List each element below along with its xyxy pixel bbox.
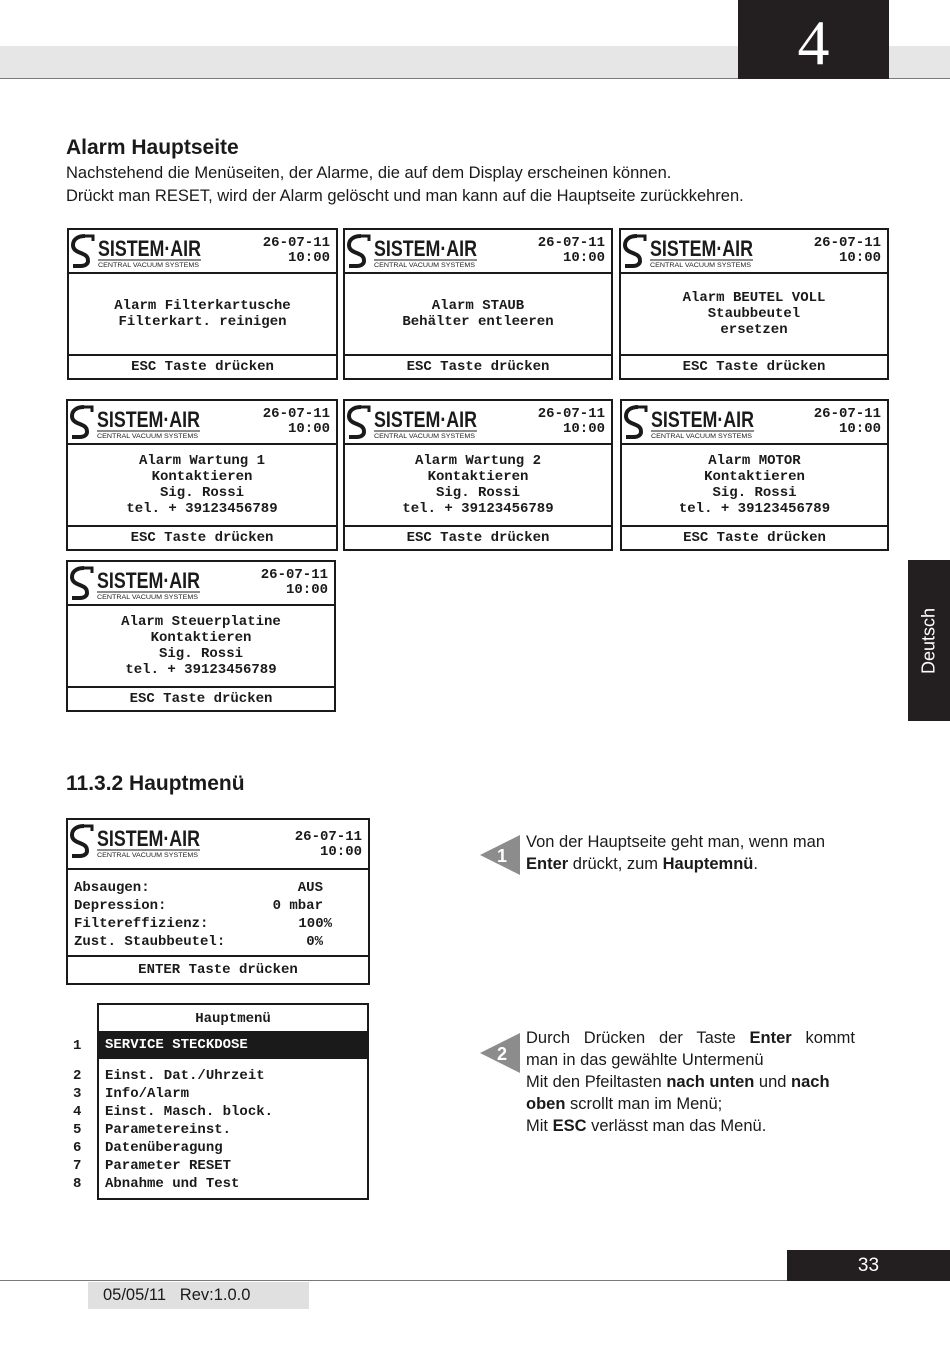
section-title-main-menu: 11.3.2 Hauptmenü xyxy=(66,772,245,795)
alarm-screen-header xyxy=(345,230,611,274)
status-value: 100% xyxy=(298,916,332,932)
sistemair-logo xyxy=(623,233,755,269)
sistemair-logo-graphic xyxy=(70,823,202,859)
status-value: 0 mbar xyxy=(272,898,323,914)
screen-date: 26-07-11 xyxy=(537,406,605,422)
svg-text:CENTRAL VACUUM SYSTEMS: CENTRAL VACUUM SYSTEMS xyxy=(374,433,475,440)
intro-line-2: Drückt man RESET, wird der Alarm gelöscht und man kann auf die Hauptseite zurückkehren. xyxy=(66,187,744,205)
esc-hint: ESC Taste drücken xyxy=(131,359,274,375)
menu-number: 2 xyxy=(73,1068,82,1084)
screen-date: 26-07-11 xyxy=(294,829,362,845)
svg-text:SISTEM·AIR: SISTEM·AIR xyxy=(374,236,478,261)
section-title-alarm: Alarm Hauptseite xyxy=(66,136,239,159)
step-1-line-1: Von der Hauptseite geht man, wenn man xyxy=(526,833,826,851)
intro-line-1: Nachstehend die Menüseiten, der Alarme, die auf dem Display erscheinen können. xyxy=(66,164,672,182)
status-row xyxy=(68,880,368,898)
esc-hint: ESC Taste drücken xyxy=(683,530,826,546)
step-1-number: 1 xyxy=(496,846,508,866)
menu-number: 1 xyxy=(73,1038,82,1054)
alarm-message-line: Kontaktieren xyxy=(151,469,253,485)
alarm-screen-header xyxy=(345,401,611,445)
sistemair-logo xyxy=(70,565,202,601)
sistemair-logo-graphic xyxy=(70,565,202,601)
status-row xyxy=(68,916,368,934)
alarm-message-line: Sig. Rossi xyxy=(435,485,520,501)
menu-number: 7 xyxy=(73,1158,82,1174)
status-label: Depression: xyxy=(74,898,167,914)
sistemair-logo-graphic xyxy=(71,233,203,269)
alarm-screen xyxy=(620,399,889,551)
alarm-message-line: Alarm BEUTEL VOLL xyxy=(682,290,826,306)
menu-item[interactable]: Einst. Dat./Uhrzeit xyxy=(105,1068,265,1084)
alarm-screen-header xyxy=(69,230,336,274)
language-label: Deutsch xyxy=(918,607,939,674)
alarm-message-line: tel. + 39123456789 xyxy=(678,501,831,517)
alarm-screen-datetime xyxy=(263,407,330,437)
menu-item[interactable]: Parameter RESET xyxy=(105,1158,232,1174)
alarm-message-line: Staubbeutel xyxy=(707,306,801,322)
enter-hint: ENTER Taste drücken xyxy=(138,962,298,978)
screen-time: 10:00 xyxy=(838,421,881,437)
svg-text:CENTRAL VACUUM SYSTEMS: CENTRAL VACUUM SYSTEMS xyxy=(374,262,475,269)
alarm-message-line: Alarm Wartung 2 xyxy=(414,453,542,469)
screen-time: 10:00 xyxy=(287,250,330,266)
screen-time: 10:00 xyxy=(562,421,605,437)
alarm-message xyxy=(621,274,887,356)
svg-text:SISTEM·AIR: SISTEM·AIR xyxy=(651,407,755,432)
status-row xyxy=(68,934,368,952)
alarm-message-line: Kontaktieren xyxy=(427,469,529,485)
esc-hint: ESC Taste drücken xyxy=(406,359,550,375)
revision-number: Rev:1.0.0 xyxy=(179,1286,251,1304)
sistemair-logo xyxy=(624,404,756,440)
alarm-screen-header xyxy=(622,401,887,445)
alarm-message-line: Alarm Steuerplatine xyxy=(121,614,281,630)
svg-text:CENTRAL VACUUM SYSTEMS: CENTRAL VACUUM SYSTEMS xyxy=(97,433,198,440)
language-tab xyxy=(908,560,950,721)
screen-date: 26-07-11 xyxy=(813,235,881,251)
menu-title: Hauptmenü xyxy=(195,1011,271,1027)
sistemair-logo xyxy=(71,233,203,269)
alarm-message-line: tel. + 39123456789 xyxy=(125,662,277,678)
alarm-message xyxy=(345,274,611,356)
sistemair-logo-graphic xyxy=(624,404,756,440)
alarm-message-line: Filterkart. reinigen xyxy=(118,314,287,330)
alarm-message-line: ersetzen xyxy=(720,322,788,338)
main-screen-status xyxy=(68,870,368,957)
alarm-screen-datetime xyxy=(538,236,605,266)
step-2-number: 2 xyxy=(496,1044,508,1064)
svg-text:CENTRAL VACUUM SYSTEMS: CENTRAL VACUUM SYSTEMS xyxy=(650,262,751,269)
step-1-text xyxy=(526,831,855,875)
step-2-line-4: oben scrollt man im Menü; xyxy=(526,1095,723,1113)
menu-item[interactable]: Parametereinst. xyxy=(105,1122,232,1138)
step-2-text xyxy=(526,1027,855,1137)
screen-time: 10:00 xyxy=(319,844,362,860)
screen-time: 10:00 xyxy=(838,250,881,266)
sistemair-logo xyxy=(347,233,479,269)
step-2-line-2: man in das gewählte Untermenü xyxy=(526,1051,764,1069)
menu-item[interactable]: Abnahme und Test xyxy=(105,1176,240,1192)
alarm-message-line: Alarm Wartung 1 xyxy=(138,453,266,469)
status-label: Zust. Staubbeutel: xyxy=(74,934,226,950)
main-screen xyxy=(66,818,370,985)
alarm-screen xyxy=(66,399,338,551)
alarm-message-line: Behälter entleeren xyxy=(402,314,554,330)
step-2-line-3: Mit den Pfeiltasten nach unten und nach xyxy=(526,1073,830,1091)
chapter-number: 4 xyxy=(797,7,830,78)
status-value: AUS xyxy=(297,880,323,896)
step-2-arrow-icon xyxy=(480,1033,520,1073)
step-2-line-5: Mit ESC verlässt man das Menü. xyxy=(526,1117,767,1135)
menu-number: 6 xyxy=(73,1140,82,1156)
svg-text:SISTEM·AIR: SISTEM·AIR xyxy=(98,236,202,261)
screen-date: 26-07-11 xyxy=(813,406,881,422)
alarm-screen xyxy=(343,228,613,380)
alarm-message-line: Kontaktieren xyxy=(150,630,252,646)
sistemair-logo xyxy=(347,404,479,440)
menu-item-label: SERVICE STECKDOSE xyxy=(105,1037,248,1053)
screen-date: 26-07-11 xyxy=(260,567,328,583)
svg-text:SISTEM·AIR: SISTEM·AIR xyxy=(97,568,201,593)
alarm-message-line: Sig. Rossi xyxy=(158,646,243,662)
menu-number: 8 xyxy=(73,1176,82,1192)
svg-text:CENTRAL VACUUM SYSTEMS: CENTRAL VACUUM SYSTEMS xyxy=(98,262,199,269)
alarm-message-line: Sig. Rossi xyxy=(712,485,797,501)
alarm-screen-datetime xyxy=(263,236,330,266)
page-number: 33 xyxy=(787,1250,950,1281)
alarm-message-line: Kontaktieren xyxy=(704,469,805,485)
revision-box xyxy=(88,1282,309,1309)
sistemair-logo-graphic xyxy=(347,404,479,440)
alarm-message xyxy=(622,445,887,527)
step-1-line-2: Enter drückt, zum Hauptemnü. xyxy=(526,855,758,873)
esc-hint: ESC Taste drücken xyxy=(682,359,826,375)
svg-text:SISTEM·AIR: SISTEM·AIR xyxy=(97,407,201,432)
alarm-screen xyxy=(67,228,338,380)
svg-text:SISTEM·AIR: SISTEM·AIR xyxy=(97,826,201,851)
status-label: Absaugen: xyxy=(74,880,150,896)
svg-text:SISTEM·AIR: SISTEM·AIR xyxy=(650,236,754,261)
alarm-message-line: Alarm Filterkartusche xyxy=(114,298,291,314)
main-menu-screen xyxy=(97,1003,369,1200)
alarm-message-line: Alarm STAUB xyxy=(431,298,525,314)
alarm-screen xyxy=(343,399,613,551)
esc-hint: ESC Taste drücken xyxy=(130,530,274,546)
sistemair-logo-graphic xyxy=(623,233,755,269)
status-row xyxy=(68,898,368,916)
status-label: Filtereffizienz: xyxy=(74,916,209,932)
main-screen-header xyxy=(68,820,368,870)
alarm-screen-datetime xyxy=(538,407,605,437)
alarm-message xyxy=(68,445,336,527)
screen-time: 10:00 xyxy=(287,421,330,437)
screen-time: 10:00 xyxy=(285,582,328,598)
alarm-screen-header xyxy=(68,562,334,606)
alarm-message-line: tel. + 39123456789 xyxy=(126,501,278,517)
alarm-message-line: tel. + 39123456789 xyxy=(402,501,554,517)
sistemair-logo-graphic xyxy=(347,233,479,269)
sistemair-logo-graphic xyxy=(70,404,202,440)
alarm-message-line: Sig. Rossi xyxy=(159,485,244,501)
sistemair-logo xyxy=(70,823,202,859)
alarm-screen-header xyxy=(68,401,336,445)
screen-date: 26-07-11 xyxy=(262,406,330,422)
menu-item[interactable]: Info/Alarm xyxy=(105,1086,190,1102)
menu-number: 3 xyxy=(73,1086,82,1102)
alarm-message xyxy=(68,606,334,688)
screen-date: 26-07-11 xyxy=(262,235,330,251)
alarm-message-line: Alarm MOTOR xyxy=(708,453,801,469)
step-1-arrow-icon xyxy=(480,835,520,875)
menu-item[interactable]: Einst. Masch. block. xyxy=(105,1104,274,1120)
alarm-screen xyxy=(619,228,889,380)
esc-hint: ESC Taste drücken xyxy=(406,530,550,546)
svg-text:CENTRAL VACUUM SYSTEMS: CENTRAL VACUUM SYSTEMS xyxy=(651,433,752,440)
svg-text:CENTRAL VACUUM SYSTEMS: CENTRAL VACUUM SYSTEMS xyxy=(97,852,198,859)
status-value: 0% xyxy=(306,934,323,950)
esc-hint: ESC Taste drücken xyxy=(129,691,273,707)
sistemair-logo xyxy=(70,404,202,440)
alarm-screen-datetime xyxy=(814,407,881,437)
menu-item-selected[interactable] xyxy=(99,1031,367,1059)
menu-number: 4 xyxy=(73,1104,82,1120)
screen-time: 10:00 xyxy=(562,250,605,266)
svg-text:CENTRAL VACUUM SYSTEMS: CENTRAL VACUUM SYSTEMS xyxy=(97,594,198,601)
alarm-screen-datetime xyxy=(261,568,328,598)
alarm-message xyxy=(345,445,611,527)
menu-number: 5 xyxy=(73,1122,82,1138)
main-screen-datetime xyxy=(295,830,362,860)
alarm-screen-header xyxy=(621,230,887,274)
alarm-screen xyxy=(66,560,336,712)
alarm-message xyxy=(69,274,336,356)
svg-text:SISTEM·AIR: SISTEM·AIR xyxy=(374,407,478,432)
revision-date: 05/05/11 xyxy=(103,1286,167,1304)
menu-item[interactable]: Datenüberagung xyxy=(105,1140,223,1156)
alarm-screen-datetime xyxy=(814,236,881,266)
step-2-line-1: Durch Drücken der Taste Enter kommt xyxy=(526,1029,855,1047)
screen-date: 26-07-11 xyxy=(537,235,605,251)
